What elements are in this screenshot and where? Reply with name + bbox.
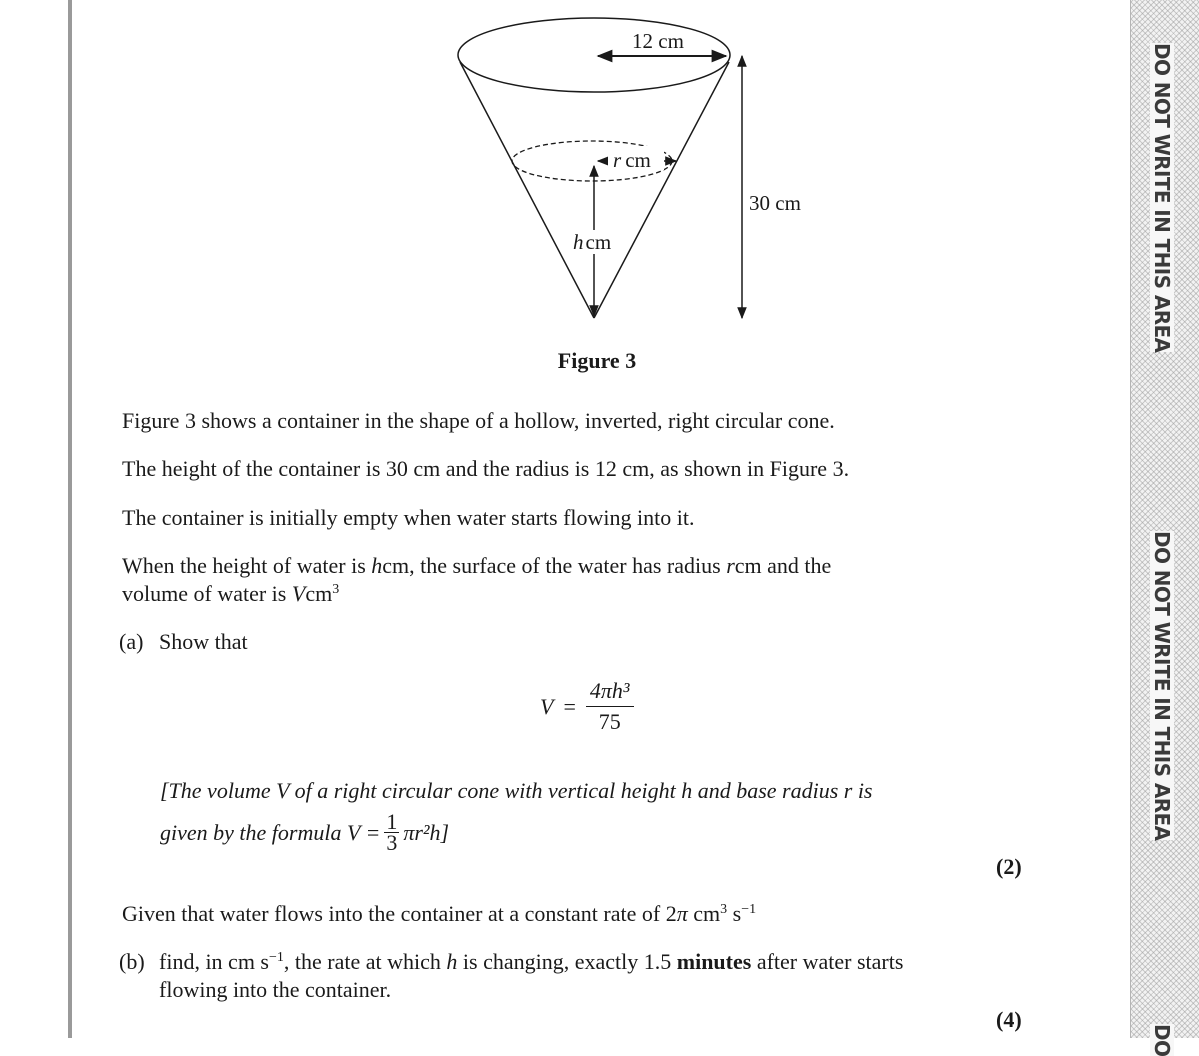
container-height-label: 30 cm bbox=[749, 191, 801, 215]
part-b-marks: (4) bbox=[996, 1007, 1022, 1032]
cone-diagram bbox=[440, 10, 820, 330]
part-a-formula: V = $\frac{\text{4πh³}}{75}$ bbox=[540, 678, 634, 735]
margin-warning-middle: DO NOT WRITE IN THIS AREA bbox=[1150, 530, 1174, 841]
cone-volume-note-line1: [The volume V of a right circular cone with vertical height h and base radius r is bbox=[160, 778, 873, 803]
part-a-prompt: (a) Show that bbox=[119, 629, 248, 654]
cone-volume-note-line2: given by the formula V = $\frac{1}{3}$ πr²h] bbox=[160, 809, 450, 855]
cone-right-side bbox=[594, 62, 729, 318]
intro-paragraph-4: When the height of water is hcm, the surface of the water has radius rcm and the volume of water is Vcm$^3$ bbox=[122, 553, 832, 606]
part-a-label: (a) bbox=[119, 629, 144, 654]
page-left-rule bbox=[68, 0, 72, 1038]
top-radius-label: 12 cm bbox=[632, 29, 684, 53]
intro-paragraph-1: Figure 3 shows a container in the shape of a hollow, inverted, right circular cone. bbox=[122, 408, 835, 433]
cone-left-side bbox=[460, 62, 594, 318]
part-b-label: (b) bbox=[119, 949, 145, 974]
water-radius-label: r cm bbox=[613, 148, 651, 172]
part-b-question: (b) find, in cm $s^{-1}$, the rate at which h is changing, exactly 1.5 minutes after water starts flowing into the container. bbox=[119, 949, 904, 1002]
part-a-marks: (2) bbox=[996, 854, 1022, 879]
water-height-label: hcm bbox=[573, 230, 612, 254]
given-rate: Given that water flows into the container at a constant rate of 2π $cm^3$ $s^{-1}$ bbox=[122, 901, 757, 926]
intro-paragraph-3: The container is initially empty when water starts flowing into it. bbox=[122, 505, 695, 530]
figure-caption: Figure 3 bbox=[557, 348, 637, 373]
margin-warning-top: DO NOT WRITE IN THIS AREA bbox=[1150, 42, 1174, 353]
margin-warning-bottom: DO bbox=[1150, 1024, 1174, 1056]
intro-paragraph-2: The height of the container is 30 cm and the radius is 12 cm, as shown in Figure 3. bbox=[122, 456, 850, 481]
